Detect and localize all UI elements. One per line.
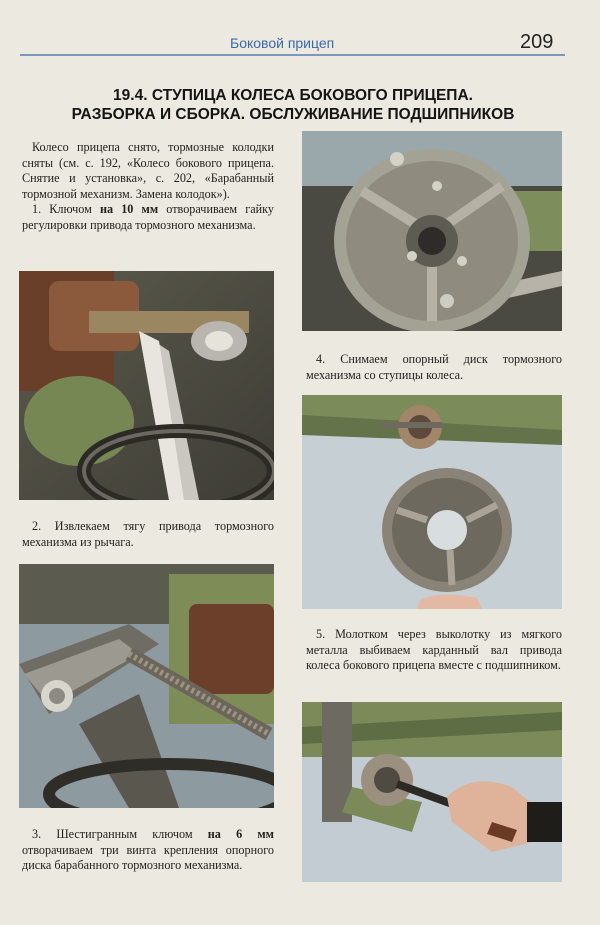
intro-paragraph: Колесо прицепа снято, тормозные колодки сняты (см. с. 192, «Колесо бокового прицепа. Снятие и установка», с. 202, «Барабанный тормозной механизм. Замена колодок»).	[22, 140, 274, 201]
running-header-section: Боковой прицеп	[230, 35, 335, 51]
header-rule	[20, 54, 565, 56]
intro-and-step-1	[22, 140, 274, 234]
step-2-text	[22, 519, 274, 550]
photo-brake-backing-plate-with-screws	[302, 131, 562, 331]
step-4-text	[306, 352, 562, 383]
step-1: 1. Ключом на 10 мм отворачиваем гайку регулировки привода тормозного механизма.	[22, 202, 274, 232]
step-5-text	[306, 627, 562, 674]
section-title	[24, 86, 562, 124]
section-title-line-1: 19.4. СТУПИЦА КОЛЕСА БОКОВОГО ПРИЦЕПА.	[113, 87, 473, 104]
photo-step-2-hex-key-on-lever	[19, 564, 274, 808]
step-2: 2. Извлекаем тягу привода тормозного механизма из рычага.	[22, 519, 274, 549]
photo-step-4-removed-backing-plate	[302, 395, 562, 609]
step-3-text	[22, 827, 274, 874]
step-4: 4. Снимаем опорный диск тормозного механизма со ступицы колеса.	[306, 352, 562, 382]
step-3: 3. Шестигранным ключом на 6 мм отворачиваем три винта крепления опорного диска барабанного тормозного механизма.	[22, 827, 274, 873]
step-5: 5. Молотком через выколотку из мягкого металла выбиваем карданный вал привода колеса бокового прицепа вместе с подшипником.	[306, 627, 562, 673]
photo-step-5-hammer-and-drift	[302, 702, 562, 882]
photo-step-1-wrench-on-adjusting-nut	[19, 271, 274, 500]
page-number: 209	[520, 31, 554, 53]
section-title-line-2: РАЗБОРКА И СБОРКА. ОБСЛУЖИВАНИЕ ПОДШИПНИКОВ	[71, 106, 515, 123]
